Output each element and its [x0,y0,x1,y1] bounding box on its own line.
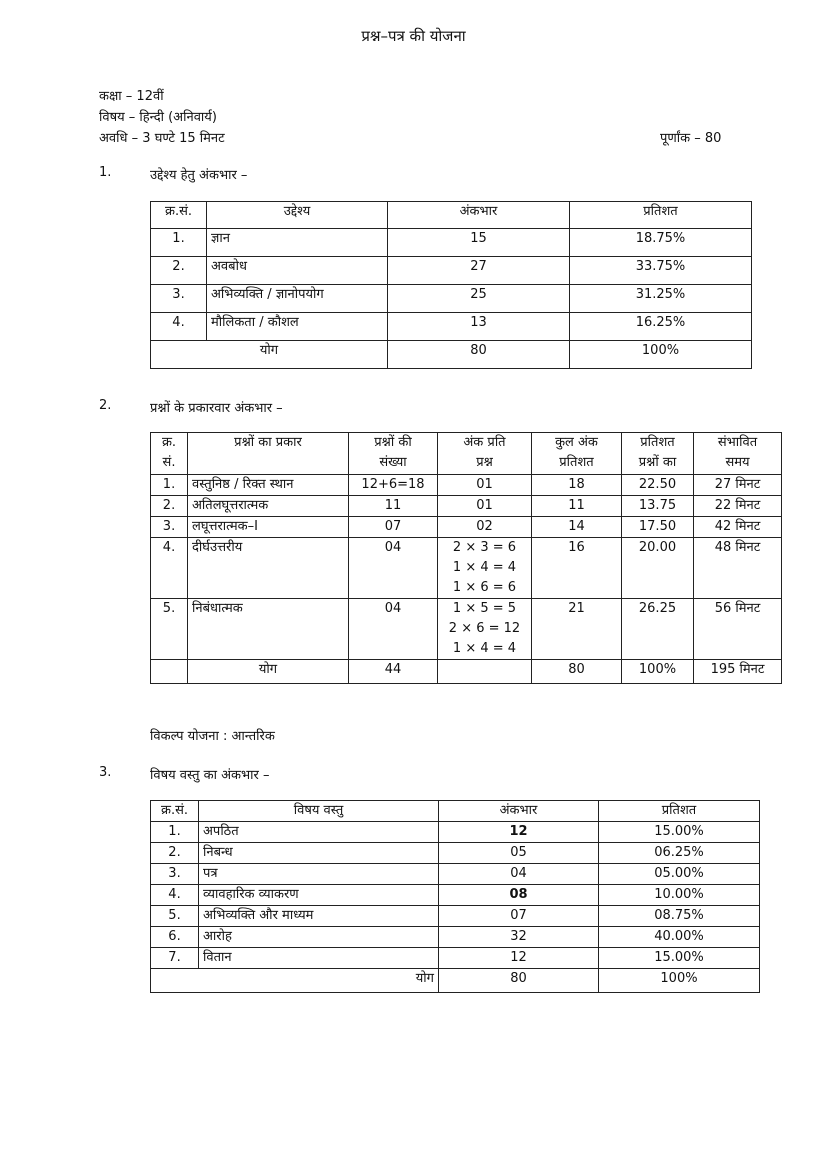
column-header: क्र.सं. [151,202,207,229]
table-row [151,285,752,313]
topic-cell: आरोह [199,927,439,948]
marks-line: 1 × 6 = 6 [452,580,517,595]
time-cell: 56 मिनट [694,599,782,660]
total-marks-cell: 21 [532,599,622,660]
percent-cell: 18.75% [570,229,752,257]
question-type-marks-table [150,432,782,684]
table-row [151,822,760,843]
table-header-row [151,202,752,229]
total-marks-cell: 18 [532,475,622,496]
marks-line: 2 × 3 = 6 [452,540,517,555]
marks-cell: 13 [388,313,570,341]
serial-cell: 1. [151,822,199,843]
table-header-row [151,801,760,822]
empty-cell [438,660,532,684]
marks-per-question-cell [438,517,532,538]
table-row [151,475,782,496]
serial-cell: 3. [151,285,207,313]
table-row [151,229,752,257]
column-header: उद्देश्य [207,202,388,229]
percent-cell: 15.00% [599,948,760,969]
total-label: योग [151,969,439,993]
topic-cell: निबन्ध [199,843,439,864]
empty-cell [151,660,188,684]
marks-per-question-cell [438,599,532,660]
serial-cell: 5. [151,906,199,927]
serial-cell: 1. [151,229,207,257]
content-marks-table [150,800,760,993]
class-label: कक्षा – 12वीं [99,89,164,104]
total-percent: 100% [599,969,760,993]
marks-cell: 27 [388,257,570,285]
table-row [151,948,760,969]
column-header: क्र.सं. [151,801,199,822]
marks-per-question-cell [438,475,532,496]
section3-heading: विषय वस्तु का अंकभार – [150,768,270,783]
percent-cell: 10.00% [599,885,760,906]
objective-cell: मौलिकता / कौशल [207,313,388,341]
question-count-cell: 07 [349,517,438,538]
section1-number: 1. [99,165,112,180]
column-header: संभावित समय [694,433,782,475]
option-scheme: विकल्प योजना : आन्तरिक [150,729,275,744]
serial-cell: 5. [151,599,188,660]
serial-cell: 1. [151,475,188,496]
total-percent: 100% [570,341,752,369]
percent-cell: 17.50 [622,517,694,538]
full-marks-label: पूर्णांक – 80 [660,131,722,146]
section3-number: 3. [99,765,112,780]
section2-heading: प्रश्नों के प्रकारवार अंकभार – [150,401,283,416]
marks-cell: 15 [388,229,570,257]
objective-marks-table [150,201,752,369]
table-header-row [151,433,782,475]
marks-cell: 25 [388,285,570,313]
total-percent: 100% [622,660,694,684]
percent-cell: 31.25% [570,285,752,313]
objective-cell: ज्ञान [207,229,388,257]
question-count-cell: 11 [349,496,438,517]
column-header: अंकभार [439,801,599,822]
topic-cell: अभिव्यक्ति और माध्यम [199,906,439,927]
percent-cell: 40.00% [599,927,760,948]
total-row [151,660,782,684]
total-label: योग [151,341,388,369]
question-type-cell: दीर्घउत्तरीय [188,538,349,599]
table-row [151,927,760,948]
serial-cell: 2. [151,257,207,285]
serial-cell: 2. [151,843,199,864]
percent-cell: 22.50 [622,475,694,496]
total-marks-cell: 16 [532,538,622,599]
time-cell: 48 मिनट [694,538,782,599]
total-marks: 80 [388,341,570,369]
duration-label: अवधि – 3 घण्टे 15 मिनट [99,131,225,146]
marks-cell: 32 [439,927,599,948]
table-row [151,496,782,517]
table-row [151,885,760,906]
marks-cell: 12 [439,822,599,843]
time-cell: 42 मिनट [694,517,782,538]
column-header: प्रश्नों की संख्या [349,433,438,475]
percent-cell: 20.00 [622,538,694,599]
time-cell: 27 मिनट [694,475,782,496]
question-type-cell: वस्तुनिष्ठ / रिक्त स्थान [188,475,349,496]
marks-cell: 08 [439,885,599,906]
total-row [151,969,760,993]
topic-cell: वितान [199,948,439,969]
total-marks: 80 [439,969,599,993]
marks-line: 01 [476,477,493,492]
column-header: प्रश्नों का प्रकार [188,433,349,475]
column-header: प्रतिशत प्रश्नों का [622,433,694,475]
section1-heading: उद्देश्य हेतु अंकभार – [150,168,248,183]
serial-cell: 2. [151,496,188,517]
topic-cell: पत्र [199,864,439,885]
question-count-cell: 12+6=18 [349,475,438,496]
table-row [151,538,782,599]
question-count-cell: 04 [349,599,438,660]
question-type-cell: लघूत्तरात्मक–I [188,517,349,538]
column-header: प्रतिशत [599,801,760,822]
percent-cell: 06.25% [599,843,760,864]
table-row [151,906,760,927]
serial-cell: 7. [151,948,199,969]
total-time: 195 मिनट [694,660,782,684]
section2-number: 2. [99,398,112,413]
marks-cell: 07 [439,906,599,927]
percent-cell: 08.75% [599,906,760,927]
percent-cell: 16.25% [570,313,752,341]
time-cell: 22 मिनट [694,496,782,517]
marks-line: 2 × 6 = 12 [448,621,521,636]
percent-cell: 05.00% [599,864,760,885]
column-header: प्रतिशत [570,202,752,229]
marks-per-question-cell [438,496,532,517]
serial-cell: 4. [151,538,188,599]
column-header: विषय वस्तु [199,801,439,822]
serial-cell: 3. [151,517,188,538]
serial-cell: 3. [151,864,199,885]
serial-cell: 4. [151,885,199,906]
percent-cell: 15.00% [599,822,760,843]
serial-cell: 6. [151,927,199,948]
total-row [151,341,752,369]
marks-line: 1 × 4 = 4 [452,641,517,656]
marks-line: 01 [476,498,493,513]
table-row [151,843,760,864]
percent-cell: 26.25 [622,599,694,660]
question-type-cell: निबंधात्मक [188,599,349,660]
topic-cell: अपठित [199,822,439,843]
objective-cell: अभिव्यक्ति / ज्ञानोपयोग [207,285,388,313]
column-header: अंकभार [388,202,570,229]
page-title: प्रश्न–पत्र की योजना [361,27,466,45]
total-count: 44 [349,660,438,684]
serial-cell: 4. [151,313,207,341]
marks-line: 1 × 4 = 4 [452,560,517,575]
question-type-cell: अतिलघूत्तरात्मक [188,496,349,517]
subject-label: विषय – हिन्दी (अनिवार्य) [99,110,217,125]
column-header: कुल अंक प्रतिशत [532,433,622,475]
table-row [151,313,752,341]
column-header: अंक प्रति प्रश्न [438,433,532,475]
topic-cell: व्यावहारिक व्याकरण [199,885,439,906]
marks-cell: 04 [439,864,599,885]
table-row [151,257,752,285]
marks-line: 1 × 5 = 5 [452,601,517,616]
marks-line: 02 [476,519,493,534]
total-marks-cell: 11 [532,496,622,517]
total-marks-cell: 14 [532,517,622,538]
table-row [151,864,760,885]
total-marks: 80 [532,660,622,684]
table-row [151,517,782,538]
marks-cell: 05 [439,843,599,864]
percent-cell: 13.75 [622,496,694,517]
marks-per-question-cell [438,538,532,599]
column-header: क्र. सं. [151,433,188,475]
objective-cell: अवबोध [207,257,388,285]
marks-cell: 12 [439,948,599,969]
question-count-cell: 04 [349,538,438,599]
percent-cell: 33.75% [570,257,752,285]
table-row [151,599,782,660]
total-label: योग [188,660,349,684]
